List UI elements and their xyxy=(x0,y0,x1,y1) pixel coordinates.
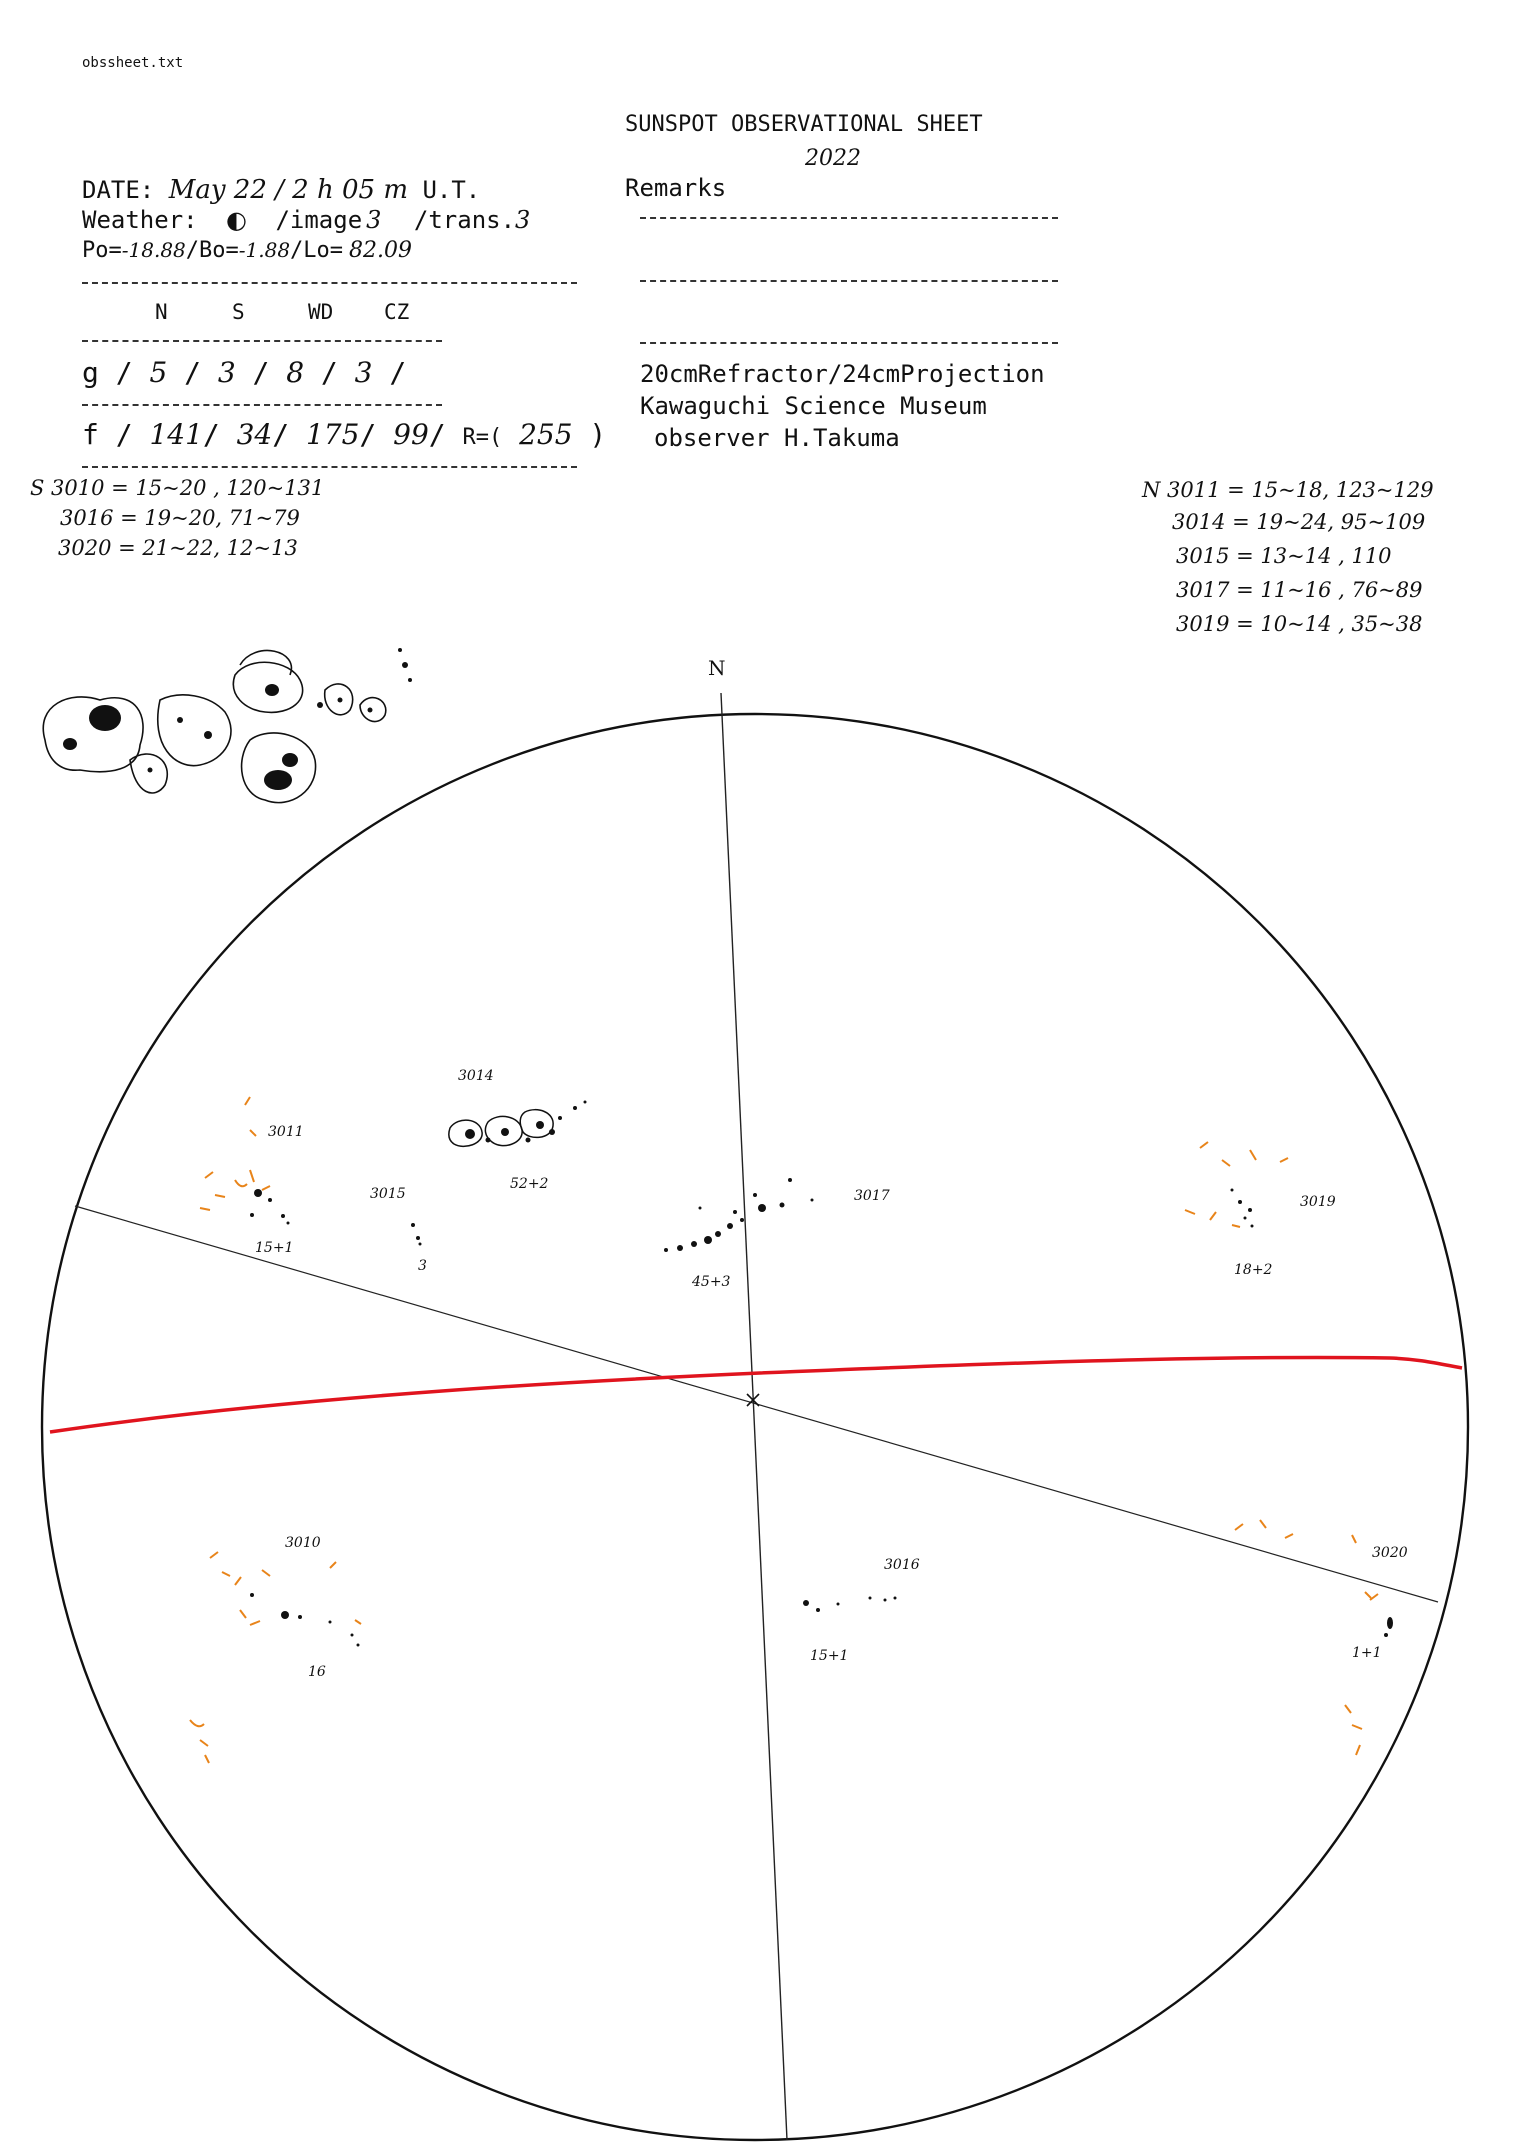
date-value: May 22 / 2 h 05 m xyxy=(168,175,408,205)
group-3019-count: 18+2 xyxy=(1234,1262,1273,1278)
south-region-list-item: S 3010 = 15~20 , 120~131 xyxy=(30,476,325,500)
north-region-list-item: 3015 = 13~14 , 110 xyxy=(1176,544,1392,568)
north-region-list-item: 3017 = 11~16 , 76~89 xyxy=(1176,578,1423,602)
weather-icon: ◐ xyxy=(226,206,247,234)
g-cz: 3 xyxy=(354,356,373,389)
f-cz: 99 xyxy=(393,418,429,451)
group-3015-count: 3 xyxy=(418,1258,427,1274)
f-n: 141 xyxy=(149,418,203,451)
g-s: 3 xyxy=(217,356,236,389)
group-3020-label: 3020 xyxy=(1372,1545,1408,1561)
sunspots xyxy=(250,1101,1393,1647)
group-3020-count: 1+1 xyxy=(1352,1645,1382,1661)
sheet-year: 2022 xyxy=(805,146,861,171)
disk-north-label: N xyxy=(708,656,726,680)
group-3011-label: 3011 xyxy=(268,1124,304,1140)
trans-label: /trans. xyxy=(413,206,516,234)
date-suffix: U.T. xyxy=(422,176,481,204)
file-label: obssheet.txt xyxy=(82,55,184,71)
bo-value: -1.88 xyxy=(238,238,291,262)
f-wd: 175 xyxy=(305,418,360,451)
g-label: g xyxy=(82,356,99,389)
solar-equator-line xyxy=(50,1357,1462,1432)
f-s: 34 xyxy=(236,418,273,451)
north-region-list-item: 3019 = 10~14 , 35~38 xyxy=(1176,612,1423,636)
group-3017-count: 45+3 xyxy=(692,1274,731,1290)
group-3010-label: 3010 xyxy=(285,1535,321,1551)
sheet-title: SUNSPOT OBSERVATIONAL SHEET xyxy=(625,112,983,137)
group-3010-count: 16 xyxy=(308,1664,326,1680)
group-3011-count: 15+1 xyxy=(255,1240,294,1256)
po-value: -18.88 xyxy=(121,238,186,262)
counts-header-n: N xyxy=(155,300,168,324)
counts-header-wd: WD xyxy=(308,300,334,324)
remarks-label: Remarks xyxy=(625,174,727,202)
faculae xyxy=(190,1097,1378,1763)
trans-value: 3 xyxy=(515,206,531,234)
r-value: 255 xyxy=(519,418,573,451)
south-region-list-item: 3016 = 19~20, 71~79 xyxy=(60,506,300,530)
image-value: 3 xyxy=(366,206,382,234)
group-3014-label: 3014 xyxy=(458,1068,494,1084)
instrument: 20cmRefractor/24cmProjection xyxy=(640,360,1045,388)
north-region-list-item: 3014 = 19~24, 95~109 xyxy=(1172,510,1426,534)
po-label: Po= xyxy=(82,238,122,263)
group-3016-count: 15+1 xyxy=(810,1648,849,1664)
lo-label: /Lo= xyxy=(290,238,344,263)
r-close: ) xyxy=(589,418,607,451)
group-3019-label: 3019 xyxy=(1300,1194,1336,1210)
bo-label: /Bo= xyxy=(185,238,239,263)
group-3015-label: 3015 xyxy=(370,1186,406,1202)
g-wd: 8 xyxy=(286,356,305,389)
observer: observer H.Takuma xyxy=(654,424,900,452)
image-label: /image xyxy=(275,206,363,234)
south-region-list-item: 3020 = 21~22, 12~13 xyxy=(58,536,298,560)
counts-header-cz: CZ xyxy=(384,300,410,324)
f-row: f / 141/ 34/ 175/ 99/ R=( 255 ) xyxy=(82,418,607,451)
institution: Kawaguchi Science Museum xyxy=(640,392,987,420)
g-n: 5 xyxy=(149,356,168,389)
lo-value: 82.09 xyxy=(349,238,413,263)
group-3016-label: 3016 xyxy=(884,1557,920,1573)
north-region-list-item: N 3011 = 15~18, 123~129 xyxy=(1142,478,1434,502)
group-3014-count: 52+2 xyxy=(510,1176,549,1192)
group-3017-label: 3017 xyxy=(854,1188,890,1204)
group-3014-detail-umbrae xyxy=(63,648,412,790)
weather-label: Weather: xyxy=(82,206,198,234)
g-row: g / 5 / 3 / 8 / 3 / xyxy=(82,356,407,389)
central-meridian-axis xyxy=(721,693,787,2140)
r-label: R=( xyxy=(462,425,503,450)
f-label: f xyxy=(82,418,99,451)
date-label: DATE: xyxy=(82,176,155,204)
counts-header-s: S xyxy=(232,300,245,324)
